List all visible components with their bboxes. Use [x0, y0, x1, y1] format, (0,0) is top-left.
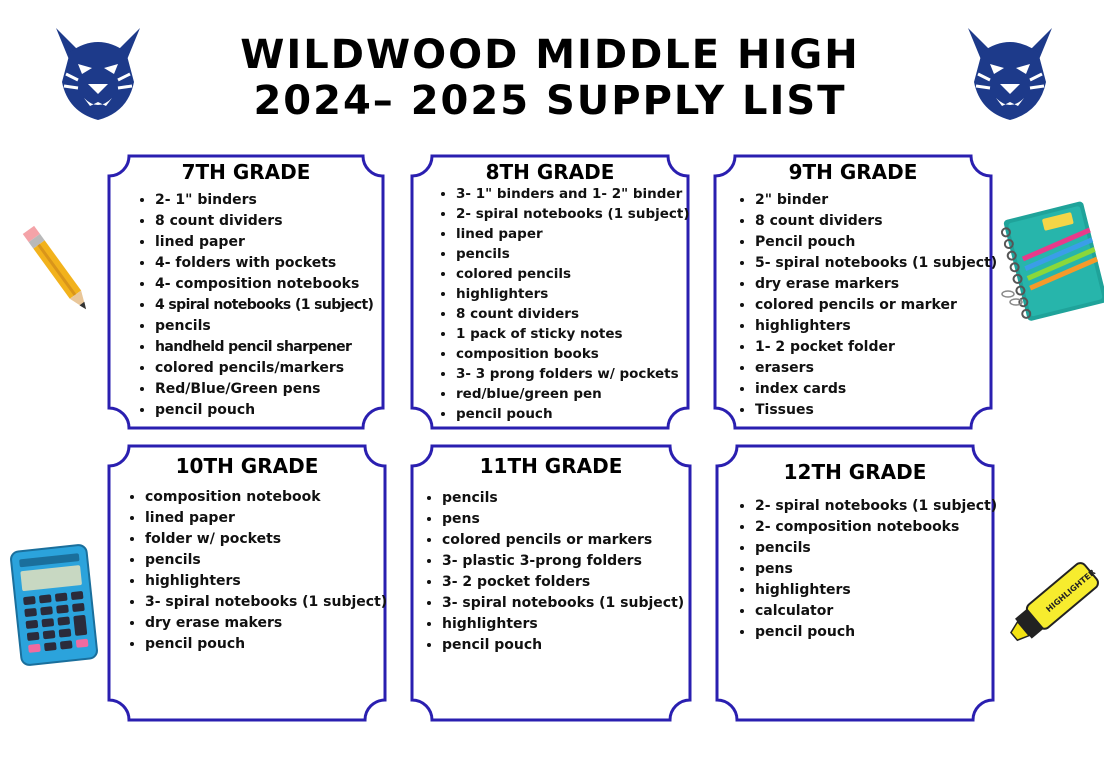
list-item: • 4- composition notebooks: [155, 274, 373, 295]
grade-heading: 11TH GRADE: [479, 454, 623, 478]
list-item: • highlighters: [145, 571, 387, 592]
list-item: • pencil pouch: [755, 622, 997, 643]
list-item: • red/blue/green pen: [456, 384, 690, 404]
list-item: • pencil pouch: [456, 404, 690, 424]
list-item: • lined paper: [456, 224, 690, 244]
supply-list: [137, 190, 373, 421]
highlighter-icon: [1000, 550, 1108, 656]
calculator-icon: [8, 542, 100, 668]
grade-card-12: [715, 444, 998, 722]
list-item: • 3- plastic 3-prong folders: [442, 551, 684, 572]
list-item: • Pencil pouch: [755, 232, 997, 253]
list-item: • highlighters: [456, 284, 690, 304]
list-item: • 3- spiral notebooks (1 subject): [442, 593, 684, 614]
list-item: • 3- 3 prong folders w/ pockets: [456, 364, 690, 384]
list-item: • index cards: [755, 379, 997, 400]
list-item: • pens: [442, 509, 684, 530]
page-title-line2: 2024– 2025 SUPPLY LIST: [253, 78, 847, 124]
list-item: • colored pencils: [456, 264, 690, 284]
list-item: • 1- 2 pocket folder: [755, 337, 997, 358]
list-item: • 8 count dividers: [755, 211, 997, 232]
list-item: • pencil pouch: [155, 400, 373, 421]
list-item: • 3- 1" binders and 1- 2" binder: [456, 184, 690, 204]
grade-heading: 10TH GRADE: [175, 454, 319, 478]
grade-card-9: [713, 154, 998, 430]
grade-card-7: [107, 154, 385, 430]
list-item: • highlighters: [755, 580, 997, 601]
grade-heading: 8TH GRADE: [485, 160, 615, 184]
list-item: • colored pencils/markers: [155, 358, 373, 379]
list-item: • pens: [755, 559, 997, 580]
supply-list: [737, 496, 997, 643]
list-item: • dry erase markers: [755, 274, 997, 295]
pencil-icon: [14, 216, 104, 328]
list-item: • highlighters: [755, 316, 997, 337]
grade-heading: 7TH GRADE: [181, 160, 311, 184]
list-item: • pencil pouch: [145, 634, 387, 655]
list-item: • 2- spiral notebooks (1 subject): [456, 204, 690, 224]
list-item: • lined paper: [155, 232, 373, 253]
list-item: • pencils: [755, 538, 997, 559]
list-item: • 2" binder: [755, 190, 997, 211]
list-item: • 3- spiral notebooks (1 subject): [145, 592, 387, 613]
list-item: • 3- 2 pocket folders: [442, 572, 684, 593]
list-item: • dry erase makers: [145, 613, 387, 634]
highlighter-label: HIGHLIGHTER: [1044, 567, 1098, 615]
list-item: • calculator: [755, 601, 997, 622]
list-item: • colored pencils or marker: [755, 295, 997, 316]
list-item: • handheld pencil sharpener: [155, 337, 373, 358]
list-item: • highlighters: [442, 614, 684, 635]
supply-list: [127, 487, 387, 655]
list-item: • erasers: [755, 358, 997, 379]
page-title-line1: WILDWOOD MIDDLE HIGH: [240, 32, 860, 78]
list-item: • colored pencils or markers: [442, 530, 684, 551]
list-item: • 5- spiral notebooks (1 subject): [755, 253, 997, 274]
list-item: • pencils: [456, 244, 690, 264]
list-item: • pencils: [145, 550, 387, 571]
list-item: • pencils: [442, 488, 684, 509]
list-item: • 8 count dividers: [155, 211, 373, 232]
supply-list: [438, 184, 690, 424]
grade-card-10: [107, 444, 387, 722]
grade-heading: 9TH GRADE: [788, 160, 918, 184]
list-item: • 8 count dividers: [456, 304, 690, 324]
list-item: • composition notebook: [145, 487, 387, 508]
supply-list: [424, 488, 684, 656]
grade-card-8: [410, 154, 690, 430]
list-item: • folder w/ pockets: [145, 529, 387, 550]
list-item: • 2- composition notebooks: [755, 517, 997, 538]
supply-list: [737, 190, 997, 421]
wildcat-logo-icon: [48, 22, 148, 122]
wildcat-logo-icon: [960, 22, 1060, 122]
list-item: • Tissues: [755, 400, 997, 421]
notebook-icon: [1000, 196, 1104, 324]
list-item: • lined paper: [145, 508, 387, 529]
list-item: • 4- folders with pockets: [155, 253, 373, 274]
list-item: • Red/Blue/Green pens: [155, 379, 373, 400]
list-item: • 2- spiral notebooks (1 subject): [755, 496, 997, 517]
list-item: • composition books: [456, 344, 690, 364]
list-item: • 2- 1" binders: [155, 190, 373, 211]
grade-card-11: [410, 444, 692, 722]
list-item: • 4 spiral notebooks (1 subject): [155, 295, 373, 316]
list-item: • pencil pouch: [442, 635, 684, 656]
list-item: • pencils: [155, 316, 373, 337]
list-item: • 1 pack of sticky notes: [456, 324, 690, 344]
grade-heading: 12TH GRADE: [783, 460, 927, 484]
